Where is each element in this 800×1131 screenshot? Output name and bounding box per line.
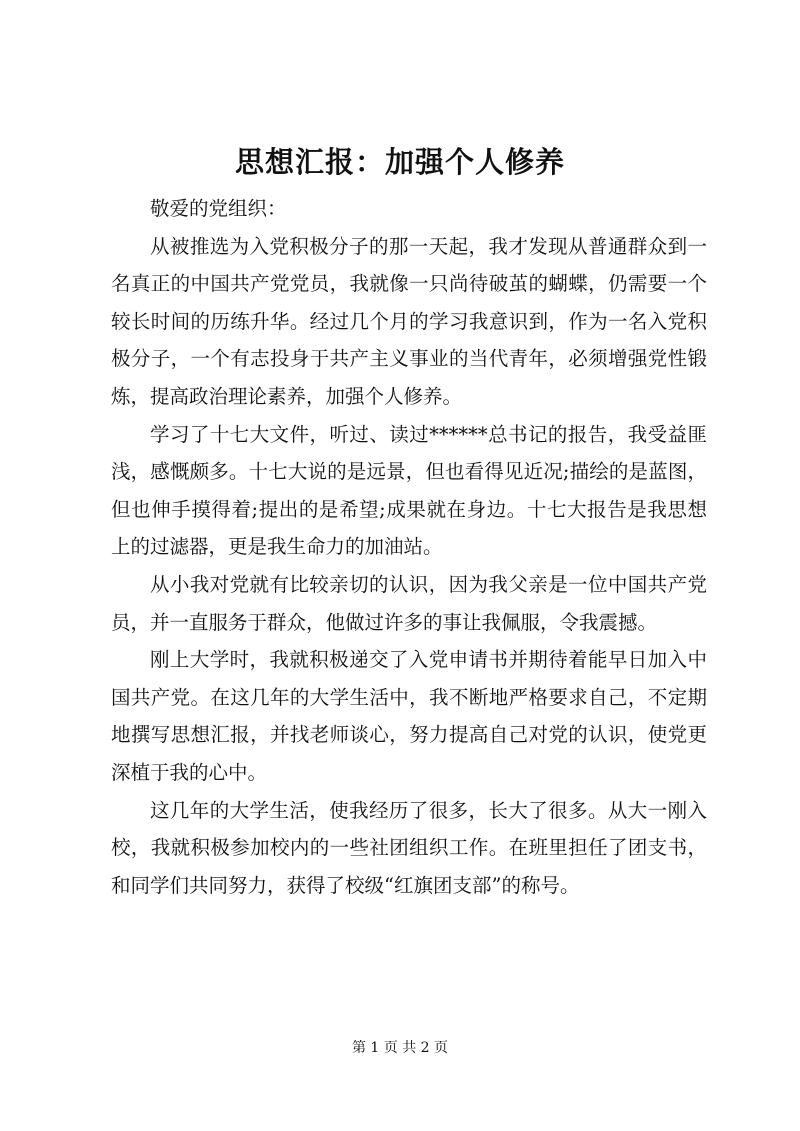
paragraph: 从小我对党就有比较亲切的认识，因为我父亲是一位中国共产党员，并一直服务于群众，他做过许多的事让我佩服，令我震撼。 [111,572,707,634]
paragraph: 这几年的大学生活，使我经历了很多，长大了很多。从大一刚入校，我就积极参加校内的一些社团组织工作。在班里担任了团支书，和同学们共同努力，获得了校级“红旗团支部”的称号。 [111,798,707,897]
document-body [111,190,707,904]
paragraph: 从被推选为入党积极分子的那一天起，我才发现从普通群众到一名真正的中国共产党党员，我就像一只尚待破茧的蝴蝶，仍需要一个较长时间的历练升华。经过几个月的学习我意识到，作为一名入党积极分子，一个有志投身于共产主义事业的当代青年，必须增强党性锻炼，提高政治理论素养，加强个人修养。 [111,234,707,408]
salutation: 敬爱的党组织： [150,197,287,220]
paragraph: 刚上大学时，我就积极递交了入党申请书并期待着能早日加入中国共产党。在这几年的大学生活中，我不断地严格要求自己，不定期地撰写思想汇报，并找老师谈心，努力提高自己对党的认识，使党更深植于我的心中。 [111,648,707,784]
paragraph: 学习了十七大文件，听过、读过******总书记的报告，我受益匪浅，感慨颇多。十七大说的是远景，但也看得见近况;描绘的是蓝图，但也伸手摸得着;提出的是希望;成果就在身边。十七大报告是我思想上的过滤器，更是我生命力的加油站。 [111,422,707,559]
page-footer: 第 1 页 共 2 页 [351,1040,449,1056]
page-title: 思想汇报：加强个人修养 [234,145,565,179]
